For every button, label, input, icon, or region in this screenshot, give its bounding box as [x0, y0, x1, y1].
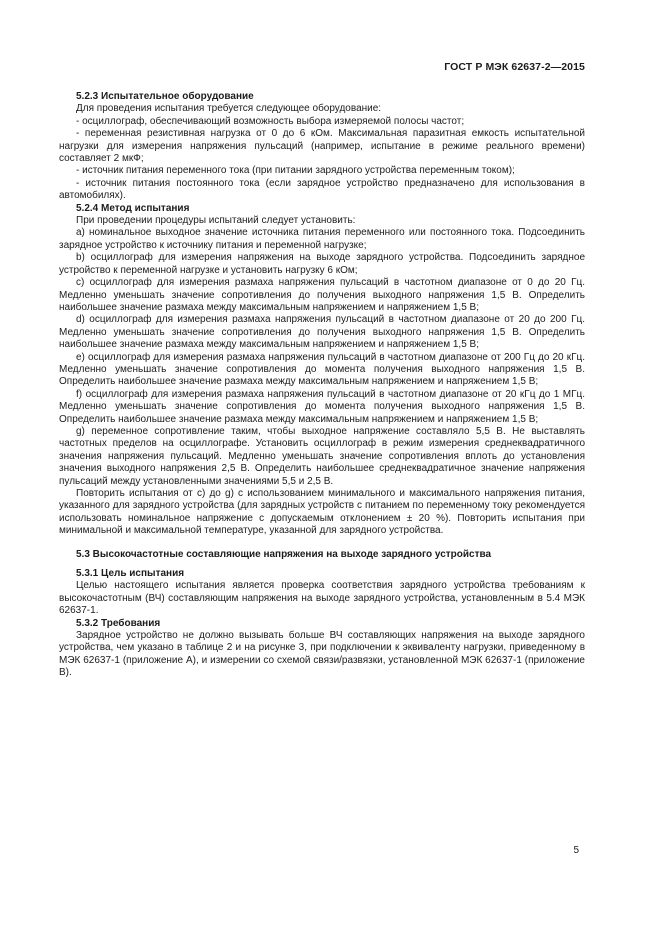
step-g: g) переменное сопротивление таким, чтобы выходное напряжение составляло 5,5 В. Не выставлять частотных пределов на осциллографе. Установить осциллограф в режим измерения среднеквадратичного значения напряжения пульсаций. Медленно уменьшать значение сопротивления вплоть до установления значения выходного напряжения 2,5 В. Определить наибольшее среднеквадратичное значение напряжения пульсаций между установленными значениями 5,5 и 2,5 В. [59, 425, 585, 487]
step-e: e) осциллограф для измерения размаха напряжения пульсаций в частотном диапазоне от 200 Гц до 20 кГц. Медленно уменьшать значение сопротивления до момента получения выходного напряжения 1,5 В. Определить наибольшее значение размаха между максимальным напряжением и напряжением 1,5 В; [59, 351, 585, 388]
document-body [59, 91, 585, 680]
list-item: - источник питания переменного тока (при питании зарядного устройства переменным током); [76, 165, 515, 177]
document-code-header: ГОСТ Р МЭК 62637-2—2015 [444, 61, 585, 73]
section-heading-5-3-1: 5.3.1 Цель испытания [76, 568, 185, 580]
step-a: a) номинальное выходное значение источника питания переменного или постоянного тока. Подсоединить зарядное устройство к источнику питания и переменной нагрузке; [59, 227, 585, 251]
section-heading-5-2-4: 5.2.4 Метод испытания [76, 202, 190, 214]
list-item: - осциллограф, обеспечивающий возможность выбора измеряемой полосы частот; [76, 115, 465, 127]
step-b: b) осциллограф для измерения напряжения на выходе зарядного устройства. Подсоединить зарядное устройство к переменной нагрузке и установить нагрузку 6 кОм; [59, 252, 585, 276]
section-heading-5-3: 5.3 Высокочастотные составляющие напряжения на выходе зарядного устройства [76, 548, 492, 560]
paragraph: Целью настоящего испытания является проверка соответствия зарядного устройства требованиям к высокочастотным (ВЧ) составляющим напряжения на выходе зарядного устройства, установленным в 5.4 МЭК 62637-1. [59, 580, 585, 617]
paragraph: Для проведения испытания требуется следующее оборудование: [76, 103, 382, 115]
step-d: d) осциллограф для измерения размаха напряжения пульсаций в частотном диапазоне от 20 до 200 Гц. Медленно уменьшать значение сопротивления до получения выходного напряжения 1,5 В. Определить наибольшее значение размаха между максимальным напряжением и напряжением 1,5 В; [59, 314, 585, 351]
page-number: 5 [573, 845, 579, 856]
list-item: - источник питания постоянного тока (если зарядное устройство предназначено для использования в автомобилях). [59, 177, 585, 202]
section-heading-5-3-2: 5.3.2 Требования [76, 617, 161, 629]
list-item: - переменная резистивная нагрузка от 0 до 6 кОм. Максимальная паразитная емкость испытательной нагрузки для измерения напряжения пульсаций (например, испытание в режиме реального времени) составляет 2 мкФ; [59, 128, 585, 165]
step-c: c) осциллограф для измерения размаха напряжения пульсаций в частотном диапазоне от 0 до 20 Гц. Медленно уменьшать значение сопротивления до получения выходного напряжения 1,5 В. Определить наибольшее значение размаха между максимальным напряжением и напряжением 1,5 В; [59, 277, 585, 313]
paragraph: Повторить испытания от c) до g) с использованием минимального и максимального напряжения питания, указанного для зарядного устройства (для зарядных устройств с питанием по переменному току рекомендуется использовать номинальное напряжение с допускаемым отклонением ± 20 %). Повторить испытания при минимальной и максимальной температуре, указанной для зарядного устройства. [59, 488, 585, 537]
paragraph: Зарядное устройство не должно вызывать больше ВЧ составляющих напряжения на выходе зарядного устройства, чем указано в таблице 2 и на рисунке 3, при подключении к эквиваленту нагрузки, приведенному в МЭК 62637-1 (приложение А), и измерении со схемой связи/развязки, установленной МЭК 62637-1 (приложение В). [59, 630, 585, 679]
section-heading-5-2-3: 5.2.3 Испытательное оборудование [76, 91, 254, 102]
step-f: f) осциллограф для измерения размаха напряжения пульсаций в частотном диапазоне от 20 кГц до 1 МГц. Медленно уменьшать значение сопротивления до момента получения выходного напряжения 1,5 В. Определить наибольшее значение размаха между максимальным напряжением и напряжением 1,5 В; [59, 388, 585, 425]
paragraph: При проведении процедуры испытаний следует установить: [76, 215, 356, 227]
